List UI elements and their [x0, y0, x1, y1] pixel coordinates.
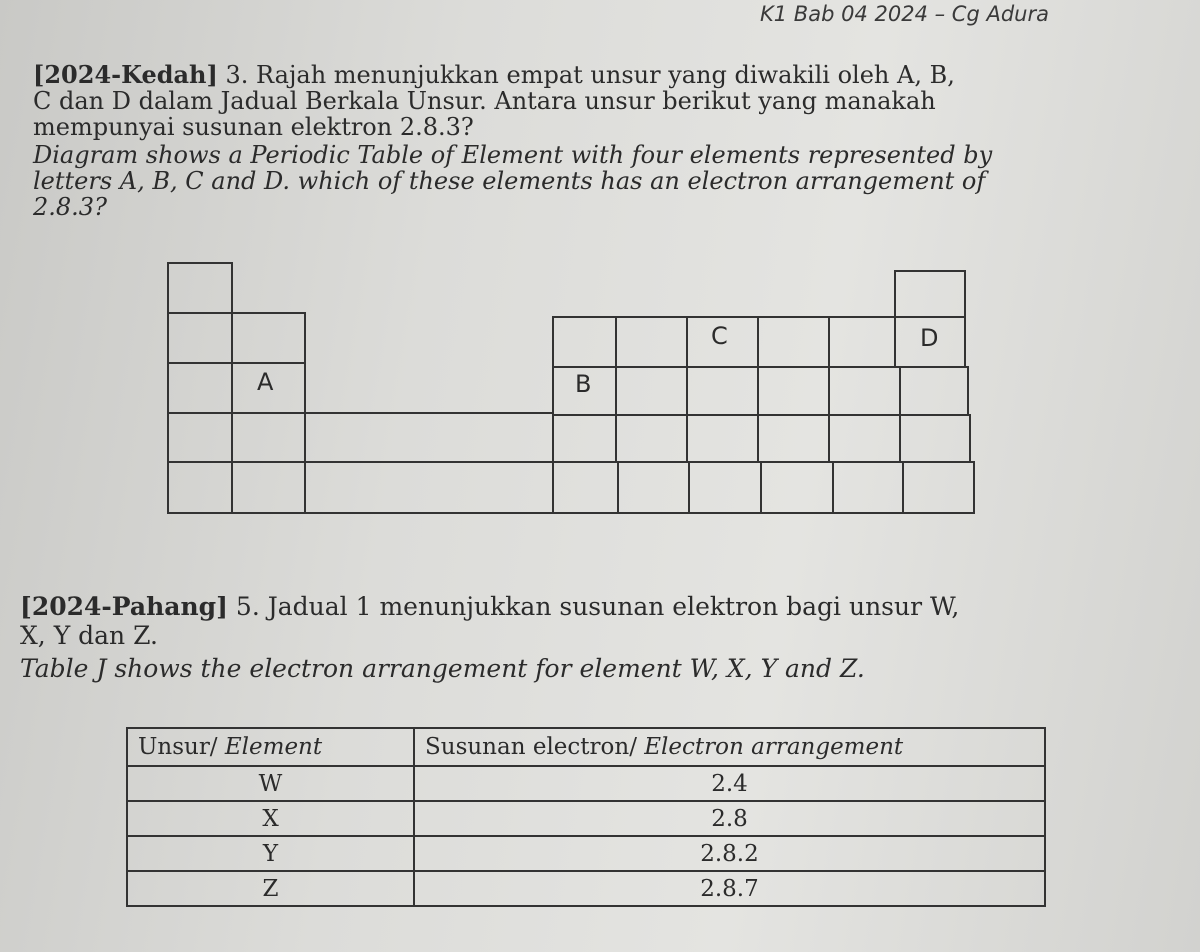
pt-cell [899, 414, 971, 463]
header-element-en: Element [224, 734, 323, 760]
q5-malay-1: 5. Jadual 1 menunjukkan susunan elektron bagi unsur W, [227, 592, 960, 621]
q3-english-2: letters A, B, C and D. which of these elements has an electron arrangement of [33, 167, 986, 195]
pt-cell [231, 461, 306, 514]
pt-cell [552, 461, 619, 514]
table-header-row [127, 728, 1045, 766]
pt-cell [167, 412, 233, 463]
pt-cell [688, 461, 762, 514]
pt-cell [757, 366, 830, 416]
element-cell: Z [127, 871, 414, 906]
pt-cell [552, 316, 617, 368]
element-label-b: B [575, 370, 592, 398]
table-row [127, 801, 1045, 836]
pt-cell [615, 366, 688, 416]
table-row [127, 766, 1045, 801]
pt-cell [686, 414, 759, 463]
pt-cell [828, 414, 901, 463]
pt-gap-line [304, 412, 554, 414]
arrangement-cell: 2.8 [414, 801, 1045, 836]
table-row [127, 836, 1045, 871]
header-element [127, 728, 414, 766]
q5-tag: [2024-Pahang] [20, 592, 228, 621]
element-label-a: A [257, 368, 274, 396]
pt-cell [231, 412, 306, 463]
q3-malay-2: C dan D dalam Jadual Berkala Unsur. Antara unsur berikut yang manakah [33, 87, 936, 115]
q5-line-1 [20, 592, 959, 621]
pt-cell [615, 316, 688, 368]
arrangement-cell: 2.8.7 [414, 871, 1045, 906]
element-cell: X [127, 801, 414, 836]
q5-english: Table J shows the electron arrangement for element W, X, Y and Z. [20, 654, 865, 683]
pt-cell [894, 270, 966, 318]
q3-english-3: 2.8.3? [33, 193, 107, 221]
page-header: K1 Bab 04 2024 – Cg Adura [760, 2, 1049, 26]
pt-cell [832, 461, 904, 514]
element-label-c: C [711, 322, 728, 350]
pt-cell [167, 312, 233, 364]
pt-cell [167, 461, 233, 514]
question-3 [33, 62, 992, 220]
question-5 [20, 592, 959, 683]
pt-cell [760, 461, 834, 514]
header-arrangement-en: Electron arrangement [644, 734, 904, 760]
arrangement-cell: 2.8.2 [414, 836, 1045, 871]
pt-cell [167, 362, 233, 414]
q3-malay-1: 3. Rajah menunjukkan empat unsur yang diwakili oleh A, B, [217, 61, 955, 89]
electron-arrangement-table [126, 727, 1046, 907]
pt-cell [757, 316, 830, 368]
element-cell: Y [127, 836, 414, 871]
pt-cell [617, 461, 690, 514]
element-label-d: D [920, 324, 939, 352]
pt-cell [686, 366, 759, 416]
table-row [127, 871, 1045, 906]
q3-malay-3: mempunyai susunan elektron 2.8.3? [33, 113, 474, 141]
q3-tag: [2024-Kedah] [33, 60, 218, 89]
pt-cell [757, 414, 830, 463]
pt-cell [552, 414, 617, 463]
arrangement-cell: 2.4 [414, 766, 1045, 801]
element-cell: W [127, 766, 414, 801]
pt-cell [167, 262, 233, 314]
header-element-ms: Unsur/ [138, 734, 225, 760]
pt-cell [828, 366, 901, 416]
pt-cell [231, 312, 306, 364]
pt-cell [828, 316, 896, 368]
header-arrangement-ms: Susunan electron/ [425, 734, 645, 760]
q3-line-1 [33, 62, 992, 88]
pt-cell [902, 461, 975, 514]
pt-cell [899, 366, 969, 416]
q5-malay-2: X, Y dan Z. [20, 621, 158, 650]
header-arrangement [414, 728, 1045, 766]
pt-cell [615, 414, 688, 463]
pt-gap-line [304, 512, 554, 514]
pt-gap-line [304, 461, 554, 463]
q3-english-1: Diagram shows a Periodic Table of Element with four elements represented by [33, 141, 993, 169]
